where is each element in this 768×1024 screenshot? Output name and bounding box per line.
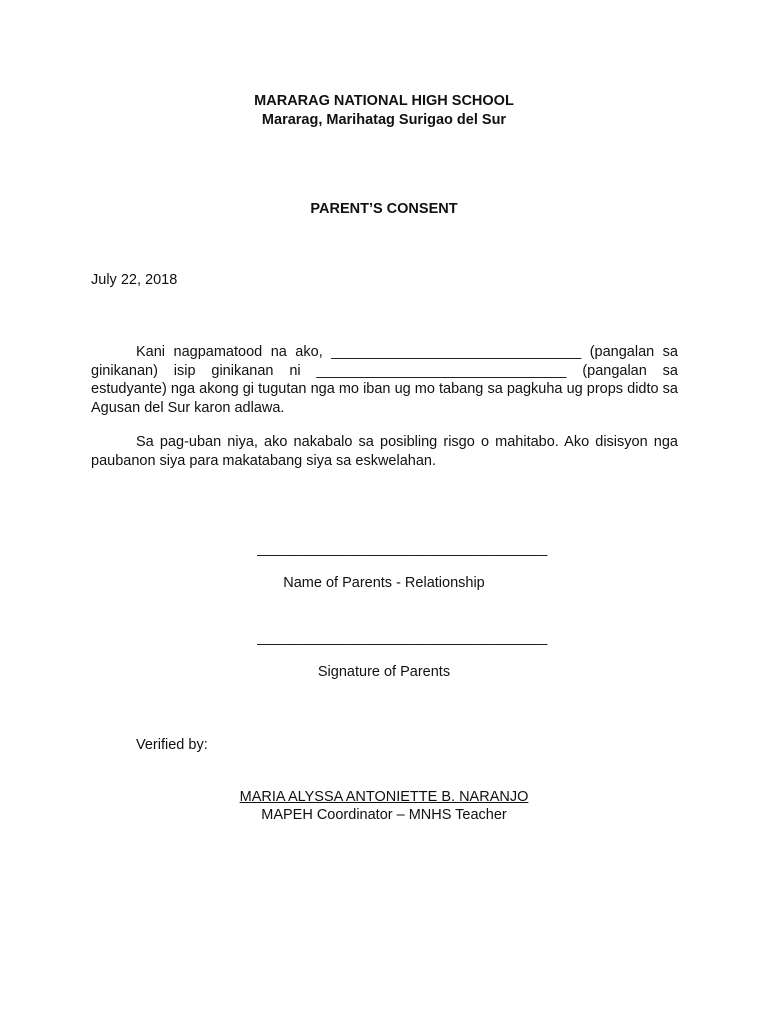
school-name: MARARAG NATIONAL HIGH SCHOOL [254, 93, 514, 109]
document-date: July 22, 2018 [91, 272, 178, 288]
consent-paragraph-2: Sa pag-uban niya, ako nakabalo sa posibling risgo o mahitabo. Ako disisyon nga paubanon siya para makatabang siya sa eskwelahan. [91, 434, 678, 469]
verifier-name: MARIA ALYSSA ANTONIETTE B. NARANJO [239, 789, 529, 805]
document-title: PARENT’S CONSENT [310, 201, 458, 217]
parent-signature-label: Signature of Parents [317, 664, 451, 680]
verified-by-label: Verified by: [136, 737, 208, 753]
consent-paragraph-1: Kani nagpamatood na ako, _______________________________ (pangalan sa ginikanan) isip ginikanan ni _______________________________ (pangalan sa estudyante) nga akong gi tugutan nga mo iban ug mo tabang sa pagkuha ug props didto sa Agusan del Sur karon adlawa. [91, 344, 678, 416]
parent-signature-line: ____________________________________ [257, 630, 548, 646]
parent-name-line: ____________________________________ [257, 541, 548, 557]
school-address: Mararag, Marihatag Surigao del Sur [261, 112, 507, 128]
verifier-title: MAPEH Coordinator – MNHS Teacher [261, 807, 507, 823]
parent-name-label: Name of Parents - Relationship [283, 575, 485, 591]
